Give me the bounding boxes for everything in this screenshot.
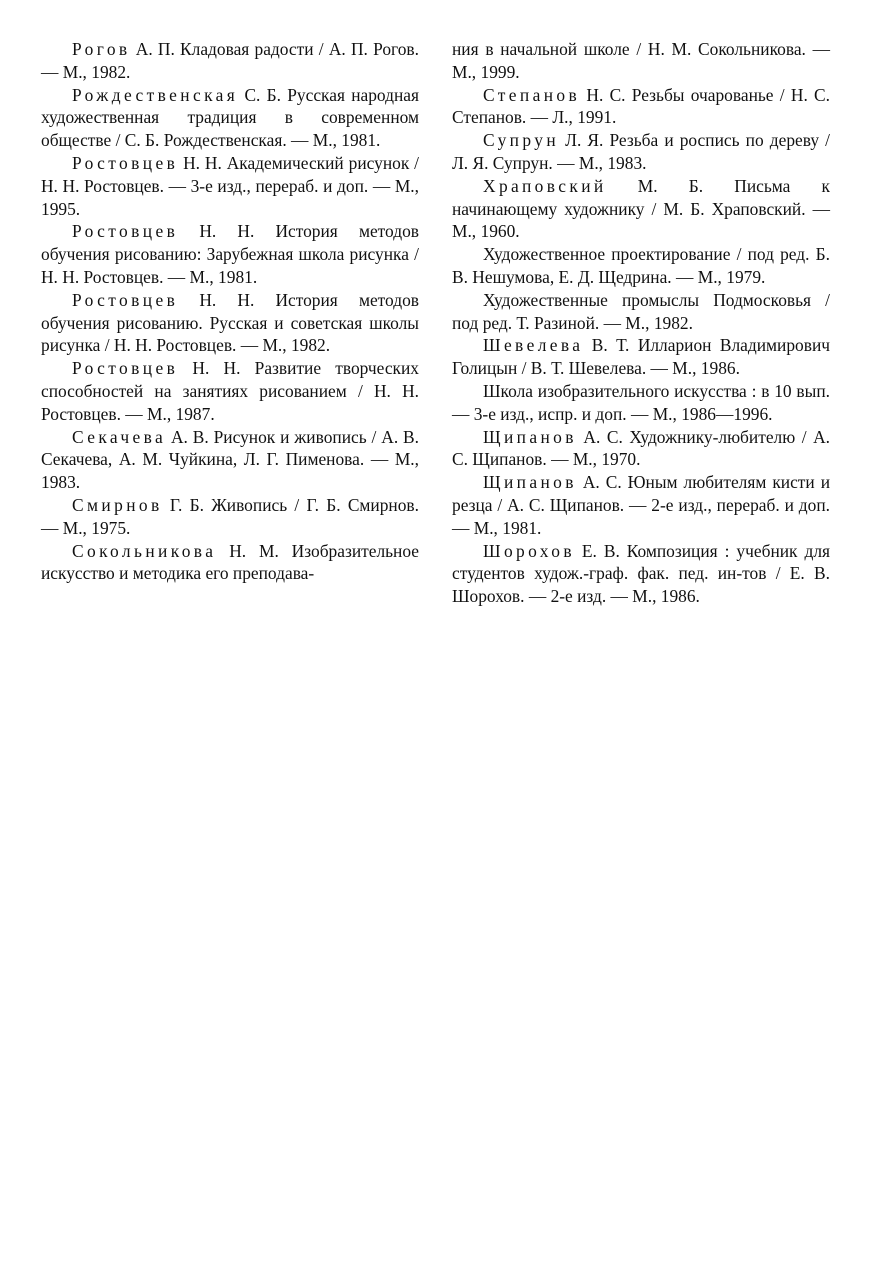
bibliography-entry bbox=[41, 494, 419, 540]
bibliography-entry bbox=[41, 38, 419, 84]
bibliography-entry bbox=[41, 426, 419, 494]
entry-text: Н. С. Резьбы очарованье / Н. С. Степанов. — Л., 1991. bbox=[452, 84, 830, 128]
entry-author: Секачева bbox=[72, 426, 167, 447]
entry-text: Г. Б. Живопись / Г. Б. Смирнов. — М., 1975. bbox=[41, 494, 419, 538]
entry-author: Рогов bbox=[72, 39, 131, 59]
entry-text: А. В. Рисунок и живопись / А. В. Секачева, А. М. Чуйкина, Л. Г. Пименова. — М., 1983. bbox=[41, 426, 419, 493]
entry-author: Сокольникова bbox=[72, 540, 217, 561]
entry-text: Л. Я. Резьба и роспись по дереву / Л. Я. Супрун. — М., 1983. bbox=[452, 130, 830, 173]
entry-text: М. Б. Письма к начинающему художнику / М. Б. Храповский. — М., 1960. bbox=[452, 175, 830, 242]
entry-text: С. Б. Русская народная художественная традиция в современном обществе / С. Б. Рождественская. — М., 1981. bbox=[41, 84, 419, 151]
entry-author: Смирнов bbox=[72, 494, 163, 515]
entry-author: Шорохов bbox=[483, 540, 575, 561]
entry-text: Н. Н. История методов обучения рисованию: Зарубежная школа рисунка / Н. Н. Ростовцев. — М., 1981. bbox=[41, 221, 419, 287]
bibliography-entry bbox=[452, 540, 830, 608]
entry-author: Щипанов bbox=[483, 472, 577, 493]
bibliography-entry bbox=[452, 334, 830, 380]
entry-text: Художественное проектирование / под ред. Б. В. Нешумова, Е. Д. Щедрина. — М., 1979. bbox=[452, 244, 830, 287]
entry-author: Храповский bbox=[483, 175, 607, 196]
entry-author: Щипанов bbox=[483, 426, 577, 447]
bibliography-entry bbox=[452, 426, 830, 472]
bibliography-entry bbox=[452, 175, 830, 243]
bibliography-entry bbox=[452, 289, 830, 335]
entry-author: Рождественская bbox=[72, 84, 239, 105]
entry-text: Н. М. Изобразительное искусство и методика его преподава- bbox=[41, 540, 419, 584]
entry-text: Н. Н. Развитие творческих способностей на занятиях рисованием / Н. Н. Ростовцев. — М., 1987. bbox=[41, 358, 419, 424]
entry-author: Шевелева bbox=[483, 335, 584, 356]
bibliography-entry bbox=[41, 220, 419, 288]
bibliography-entry bbox=[41, 84, 419, 152]
entry-text: А. С. Юным любителям кисти и резца / А. С. Щипанов. — 2-е изд., перераб. и доп. — М., 1981. bbox=[452, 472, 830, 538]
bibliography-entry bbox=[452, 129, 830, 175]
entry-author: Супрун bbox=[483, 130, 560, 151]
entry-text: Н. Н. Академический рисунок / Н. Н. Ростовцев. — 3-е изд., перераб. и доп. — М., 1995. bbox=[41, 152, 419, 219]
bibliography-entry bbox=[41, 289, 419, 357]
entry-text: Н. Н. История методов обучения рисованию. Русская и советская школы рисунка / Н. Н. Ростовцев. — М., 1982. bbox=[41, 289, 419, 356]
entry-author: Ростовцев bbox=[72, 221, 179, 242]
bibliography-entry bbox=[452, 84, 830, 130]
entry-author: Ростовцев bbox=[72, 358, 179, 379]
bibliography-entry bbox=[41, 357, 419, 425]
left-column bbox=[41, 38, 419, 585]
entry-text: Школа изобразительного искусства : в 10 вып. — 3-е изд., испр. и доп. — М., 1986—1996. bbox=[452, 380, 830, 424]
entry-text: В. Т. Илларион Владимирович Голицын / В. Т. Шевелева. — М., 1986. bbox=[452, 335, 830, 379]
right-column bbox=[452, 38, 830, 608]
bibliography-entry bbox=[452, 243, 830, 289]
entry-author: Ростовцев bbox=[72, 152, 179, 173]
bibliography-entry bbox=[41, 540, 419, 586]
bibliography-entry bbox=[452, 380, 830, 426]
entry-text: Художественные промыслы Подмосковья / под ред. Т. Разиной. — М., 1982. bbox=[452, 289, 830, 333]
bibliography-entry bbox=[41, 152, 419, 220]
entry-text: А. П. Кладовая радости / А. П. Рогов. — М., 1982. bbox=[41, 39, 419, 82]
entry-text: А. С. Художнику-любителю / А. С. Щипанов. — М., 1970. bbox=[452, 426, 830, 470]
entry-author: Степанов bbox=[483, 84, 581, 105]
entry-author: Ростовцев bbox=[72, 289, 179, 310]
bibliography-entry bbox=[452, 471, 830, 539]
bibliography-entry-continuation: ния в начальной школе / Н. М. Сокольникова. — М., 1999. bbox=[452, 39, 830, 82]
entry-text: Е. В. Композиция : учебник для студентов худож.-граф. фак. пед. ин-тов / Е. В. Шорохов. — 2-е изд. — М., 1986. bbox=[452, 540, 830, 607]
